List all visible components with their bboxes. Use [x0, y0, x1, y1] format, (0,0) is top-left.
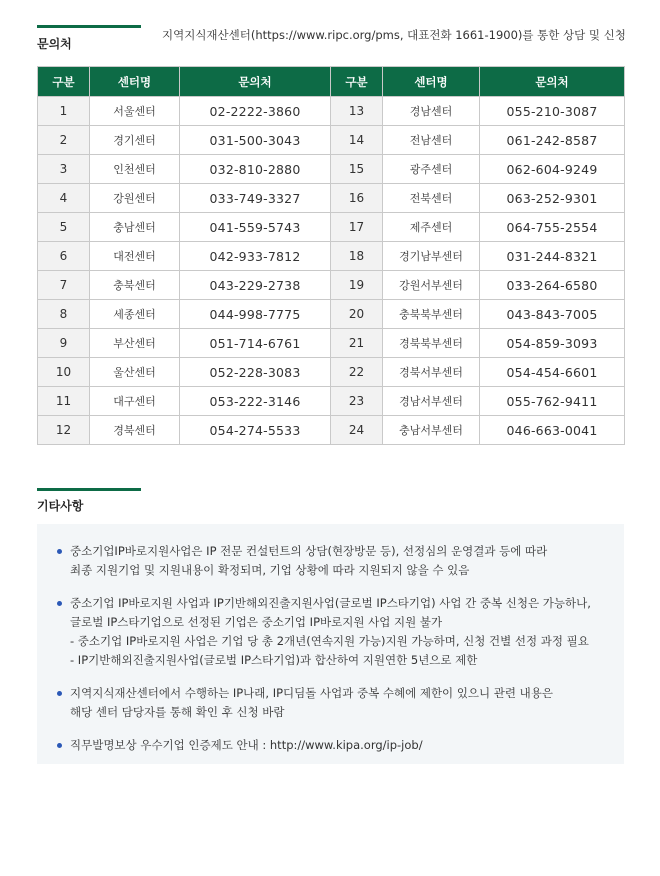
table-row — [38, 416, 625, 445]
cell-number: 9 — [38, 329, 90, 358]
cell-number: 13 — [331, 97, 383, 126]
cell-number: 14 — [331, 126, 383, 155]
cell-center-name: 세종센터 — [90, 300, 180, 329]
header-name-right: 센터명 — [383, 67, 480, 97]
cell-center-name: 강원센터 — [90, 184, 180, 213]
cell-number: 18 — [331, 242, 383, 271]
cell-number: 19 — [331, 271, 383, 300]
cell-center-name: 충북북부센터 — [383, 300, 480, 329]
notes-section-title: 기타사항 — [37, 499, 84, 513]
cell-number: 20 — [331, 300, 383, 329]
cell-center-name: 충남센터 — [90, 213, 180, 242]
header-no-right: 구분 — [331, 67, 383, 97]
header-no-left: 구분 — [38, 67, 90, 97]
cell-number: 4 — [38, 184, 90, 213]
note-line: 글로벌 IP스타기업으로 선정된 기업은 중소기업 IP바로지원 사업 지원 불가 — [70, 615, 443, 629]
table-row — [38, 126, 625, 155]
cell-center-name: 인천센터 — [90, 155, 180, 184]
table-row — [38, 213, 625, 242]
contact-section-title: 문의처 — [37, 37, 72, 51]
note-line: 직무발명보상 우수기업 인증제도 안내 : http://www.kipa.org/ip-job/ — [70, 738, 423, 752]
table-row — [38, 155, 625, 184]
cell-number: 12 — [38, 416, 90, 445]
table-row — [38, 329, 625, 358]
cell-center-name: 전남센터 — [383, 126, 480, 155]
table-row — [38, 300, 625, 329]
note-line: 최종 지원기업 및 지원내용이 확정되며, 기업 상황에 따라 지원되지 않을 수 있음 — [70, 563, 470, 577]
cell-number: 21 — [331, 329, 383, 358]
cell-center-name: 경남센터 — [383, 97, 480, 126]
cell-center-name: 부산센터 — [90, 329, 180, 358]
cell-center-name: 제주센터 — [383, 213, 480, 242]
cell-number: 10 — [38, 358, 90, 387]
cell-center-name: 경기센터 — [90, 126, 180, 155]
cell-phone: 033-264-6580 — [480, 271, 625, 300]
cell-center-name: 경북북부센터 — [383, 329, 480, 358]
notes-section-bar — [37, 488, 141, 491]
cell-phone: 051-714-6761 — [180, 329, 331, 358]
table-row — [38, 387, 625, 416]
bullet-dot-icon — [57, 601, 62, 606]
cell-phone: 053-222-3146 — [180, 387, 331, 416]
cell-phone: 055-210-3087 — [480, 97, 625, 126]
note-item — [37, 684, 624, 722]
bullet-dot-icon — [57, 743, 62, 748]
cell-phone: 052-228-3083 — [180, 358, 331, 387]
cell-phone: 063-252-9301 — [480, 184, 625, 213]
cell-number: 5 — [38, 213, 90, 242]
cell-center-name: 대전센터 — [90, 242, 180, 271]
cell-phone: 062-604-9249 — [480, 155, 625, 184]
bullet-dot-icon — [57, 691, 62, 696]
cell-phone: 02-2222-3860 — [180, 97, 331, 126]
notes-list — [37, 524, 624, 755]
cell-phone: 054-454-6601 — [480, 358, 625, 387]
cell-number: 2 — [38, 126, 90, 155]
header-phone-left: 문의처 — [180, 67, 331, 97]
cell-phone: 043-229-2738 — [180, 271, 331, 300]
cell-number: 16 — [331, 184, 383, 213]
table-row — [38, 271, 625, 300]
note-item — [37, 736, 624, 755]
note-line: 중소기업IP바로지원사업은 IP 전문 컨설턴트의 상담(현장방문 등), 선정심의 운영결과 등에 따라 — [70, 544, 548, 558]
table-row — [38, 358, 625, 387]
cell-phone: 064-755-2554 — [480, 213, 625, 242]
note-line: 중소기업 IP바로지원 사업과 IP기반해외진출지원사업(글로벌 IP스타기업) 사업 간 중복 신청은 가능하나, — [70, 596, 591, 610]
cell-center-name: 경북서부센터 — [383, 358, 480, 387]
table-row — [38, 242, 625, 271]
cell-phone: 044-998-7775 — [180, 300, 331, 329]
cell-number: 6 — [38, 242, 90, 271]
table-header-row — [38, 67, 625, 97]
note-line: 해당 센터 담당자를 통해 확인 후 신청 바람 — [70, 705, 285, 719]
cell-phone: 031-500-3043 — [180, 126, 331, 155]
note-item — [37, 542, 624, 580]
contact-section-note: 지역지식재산센터(https://www.ripc.org/pms, 대표전화 1661-1900)를 통한 상담 및 신청 — [162, 28, 626, 42]
cell-phone: 032-810-2880 — [180, 155, 331, 184]
cell-number: 24 — [331, 416, 383, 445]
cell-center-name: 경북센터 — [90, 416, 180, 445]
cell-number: 8 — [38, 300, 90, 329]
cell-center-name: 경남서부센터 — [383, 387, 480, 416]
cell-center-name: 강원서부센터 — [383, 271, 480, 300]
cell-phone: 055-762-9411 — [480, 387, 625, 416]
note-item — [37, 594, 624, 670]
cell-center-name: 전북센터 — [383, 184, 480, 213]
cell-center-name: 경기남부센터 — [383, 242, 480, 271]
cell-phone: 042-933-7812 — [180, 242, 331, 271]
cell-number: 7 — [38, 271, 90, 300]
cell-number: 22 — [331, 358, 383, 387]
cell-center-name: 울산센터 — [90, 358, 180, 387]
cell-center-name: 대구센터 — [90, 387, 180, 416]
cell-phone: 054-859-3093 — [480, 329, 625, 358]
cell-center-name: 충북센터 — [90, 271, 180, 300]
cell-phone: 033-749-3327 — [180, 184, 331, 213]
cell-number: 1 — [38, 97, 90, 126]
contact-section-bar — [37, 25, 141, 28]
cell-phone: 061-242-8587 — [480, 126, 625, 155]
note-line: - IP기반해외진출지원사업(글로벌 IP스타기업)과 합산하여 지원연한 5년으로 제한 — [70, 653, 478, 667]
cell-center-name: 충남서부센터 — [383, 416, 480, 445]
cell-number: 11 — [38, 387, 90, 416]
header-name-left: 센터명 — [90, 67, 180, 97]
table-row — [38, 184, 625, 213]
note-line: - 중소기업 IP바로지원 사업은 기업 당 총 2개년(연속지원 가능)지원 가능하며, 신청 건별 선정 과정 필요 — [70, 634, 589, 648]
cell-number: 17 — [331, 213, 383, 242]
cell-phone: 041-559-5743 — [180, 213, 331, 242]
cell-center-name: 서울센터 — [90, 97, 180, 126]
cell-phone: 046-663-0041 — [480, 416, 625, 445]
bullet-dot-icon — [57, 549, 62, 554]
note-line: 지역지식재산센터에서 수행하는 IP나래, IP디딤돌 사업과 중복 수혜에 제한이 있으니 관련 내용은 — [70, 686, 554, 700]
cell-number: 3 — [38, 155, 90, 184]
table-row — [38, 97, 625, 126]
cell-center-name: 광주센터 — [383, 155, 480, 184]
notes-box — [37, 524, 624, 764]
contacts-table — [37, 66, 625, 445]
cell-phone: 043-843-7005 — [480, 300, 625, 329]
cell-phone: 054-274-5533 — [180, 416, 331, 445]
cell-number: 23 — [331, 387, 383, 416]
cell-number: 15 — [331, 155, 383, 184]
header-phone-right: 문의처 — [480, 67, 625, 97]
cell-phone: 031-244-8321 — [480, 242, 625, 271]
